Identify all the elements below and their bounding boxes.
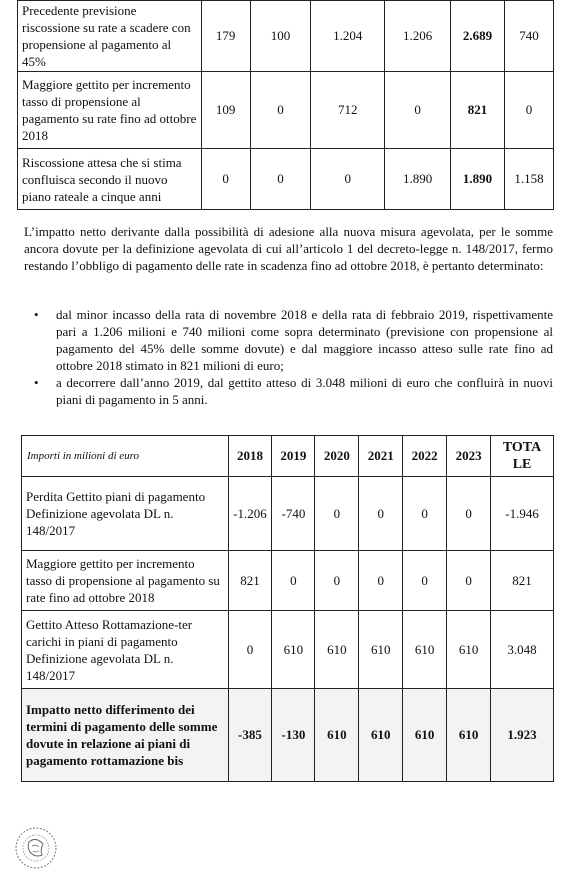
- row-label: Gettito Atteso Rottamazione-ter carichi in piani di pagamento Definizione agevolata DL n. 148/2017: [22, 611, 229, 689]
- cell: 610: [403, 689, 447, 782]
- table-row: [18, 1, 554, 72]
- table-row: [22, 611, 554, 689]
- body-paragraph: L’impatto netto derivante dalla possibilità di adesione alla nuova misura agevolata, per le somme ancora dovute per la definizione agevolata di cui all’articolo 1 del decreto-legge n. 148/2017, fermo restando l’obbligo di pagamento delle rate in scadenza fino ad ottobre 2018, è pertanto determinato:: [24, 224, 553, 273]
- cell: 179: [201, 1, 250, 72]
- cell: 610: [272, 611, 315, 689]
- row-label: Impatto netto differimento dei termini di pagamento delle somme dovute in relazione ai piani di pagamento rottamazione bis: [22, 689, 229, 782]
- cell: 740: [505, 1, 554, 72]
- row-label: Perdita Gettito piani di pagamento Definizione agevolata DL n. 148/2017: [22, 477, 229, 551]
- row-label: Maggiore gettito per incremento tasso di propensione al pagamento su rate fino ad ottobre 2018: [18, 72, 202, 149]
- cell: 1.158: [505, 149, 554, 210]
- cell: -130: [272, 689, 315, 782]
- column-header: 2023: [447, 436, 491, 477]
- cell: 0: [311, 149, 385, 210]
- cell-total: -1.946: [491, 477, 554, 551]
- cell: 1.206: [385, 1, 451, 72]
- column-header: 2020: [315, 436, 359, 477]
- cell: 0: [359, 551, 403, 611]
- table-2: [21, 435, 554, 782]
- row-label: Maggiore gettito per incremento tasso di propensione al pagamento su rate fino ad ottobre 2018: [22, 551, 229, 611]
- list-item-text: a decorrere dall’anno 2019, dal gettito atteso di 3.048 milioni di euro che confluirà in nuovi piani di pagamento in 5 anni.: [56, 375, 553, 407]
- cell: 610: [359, 689, 403, 782]
- cell: -385: [228, 689, 272, 782]
- column-header: 2022: [403, 436, 447, 477]
- column-header: 2019: [272, 436, 315, 477]
- column-header-total: TOTALE: [491, 436, 554, 477]
- cell: 821: [451, 72, 505, 149]
- list-item: [24, 306, 553, 374]
- cell: 0: [403, 477, 447, 551]
- table-header-row: [22, 436, 554, 477]
- table-row: [22, 551, 554, 611]
- cell: 610: [447, 689, 491, 782]
- column-header: 2021: [359, 436, 403, 477]
- cell: 100: [250, 1, 311, 72]
- cell: 0: [403, 551, 447, 611]
- cell: 0: [359, 477, 403, 551]
- table-1: [17, 0, 554, 210]
- seal-stamp-icon: [13, 826, 59, 870]
- cell: 0: [228, 611, 272, 689]
- cell: 0: [315, 551, 359, 611]
- cell: 0: [272, 551, 315, 611]
- cell: 2.689: [451, 1, 505, 72]
- cell: 821: [228, 551, 272, 611]
- bullet-list: [24, 306, 553, 408]
- list-item-text: dal minor incasso della rata di novembre 2018 e della rata di febbraio 2019, rispettivamente pari a 1.206 milioni e 740 milioni come sopra determinato (previsione con propensione al pagamento del 45% delle somme dovute) e dal maggiore incasso atteso sulle rate fino ad ottobre 2018 stimato in 821 milioni di euro;: [56, 307, 553, 373]
- bullet-icon: •: [34, 307, 39, 322]
- cell-total: 821: [491, 551, 554, 611]
- cell-total: 1.923: [491, 689, 554, 782]
- cell: 0: [447, 477, 491, 551]
- cell: 610: [315, 689, 359, 782]
- cell-total: 3.048: [491, 611, 554, 689]
- cell: 0: [250, 149, 311, 210]
- cell: -1.206: [228, 477, 272, 551]
- cell: 610: [403, 611, 447, 689]
- cell: -740: [272, 477, 315, 551]
- cell: 0: [250, 72, 311, 149]
- table-caption: Importi in milioni di euro: [22, 436, 229, 477]
- cell: 1.204: [311, 1, 385, 72]
- cell: 109: [201, 72, 250, 149]
- column-header: 2018: [228, 436, 272, 477]
- table-row: [22, 477, 554, 551]
- cell: 0: [385, 72, 451, 149]
- table-row-total: [22, 689, 554, 782]
- row-label: Precedente previsione riscossione su rate a scadere con propensione al pagamento al 45%: [18, 1, 202, 72]
- list-item: [24, 374, 553, 408]
- table-row: [18, 72, 554, 149]
- cell: 610: [359, 611, 403, 689]
- bullet-icon: •: [34, 375, 39, 390]
- table-row: [18, 149, 554, 210]
- cell: 610: [315, 611, 359, 689]
- cell: 1.890: [451, 149, 505, 210]
- cell: 610: [447, 611, 491, 689]
- cell: 0: [201, 149, 250, 210]
- cell: 0: [505, 72, 554, 149]
- cell: 0: [315, 477, 359, 551]
- row-label: Riscossione attesa che si stima confluisca secondo il nuovo piano rateale a cinque anni: [18, 149, 202, 210]
- cell: 712: [311, 72, 385, 149]
- cell: 1.890: [385, 149, 451, 210]
- cell: 0: [447, 551, 491, 611]
